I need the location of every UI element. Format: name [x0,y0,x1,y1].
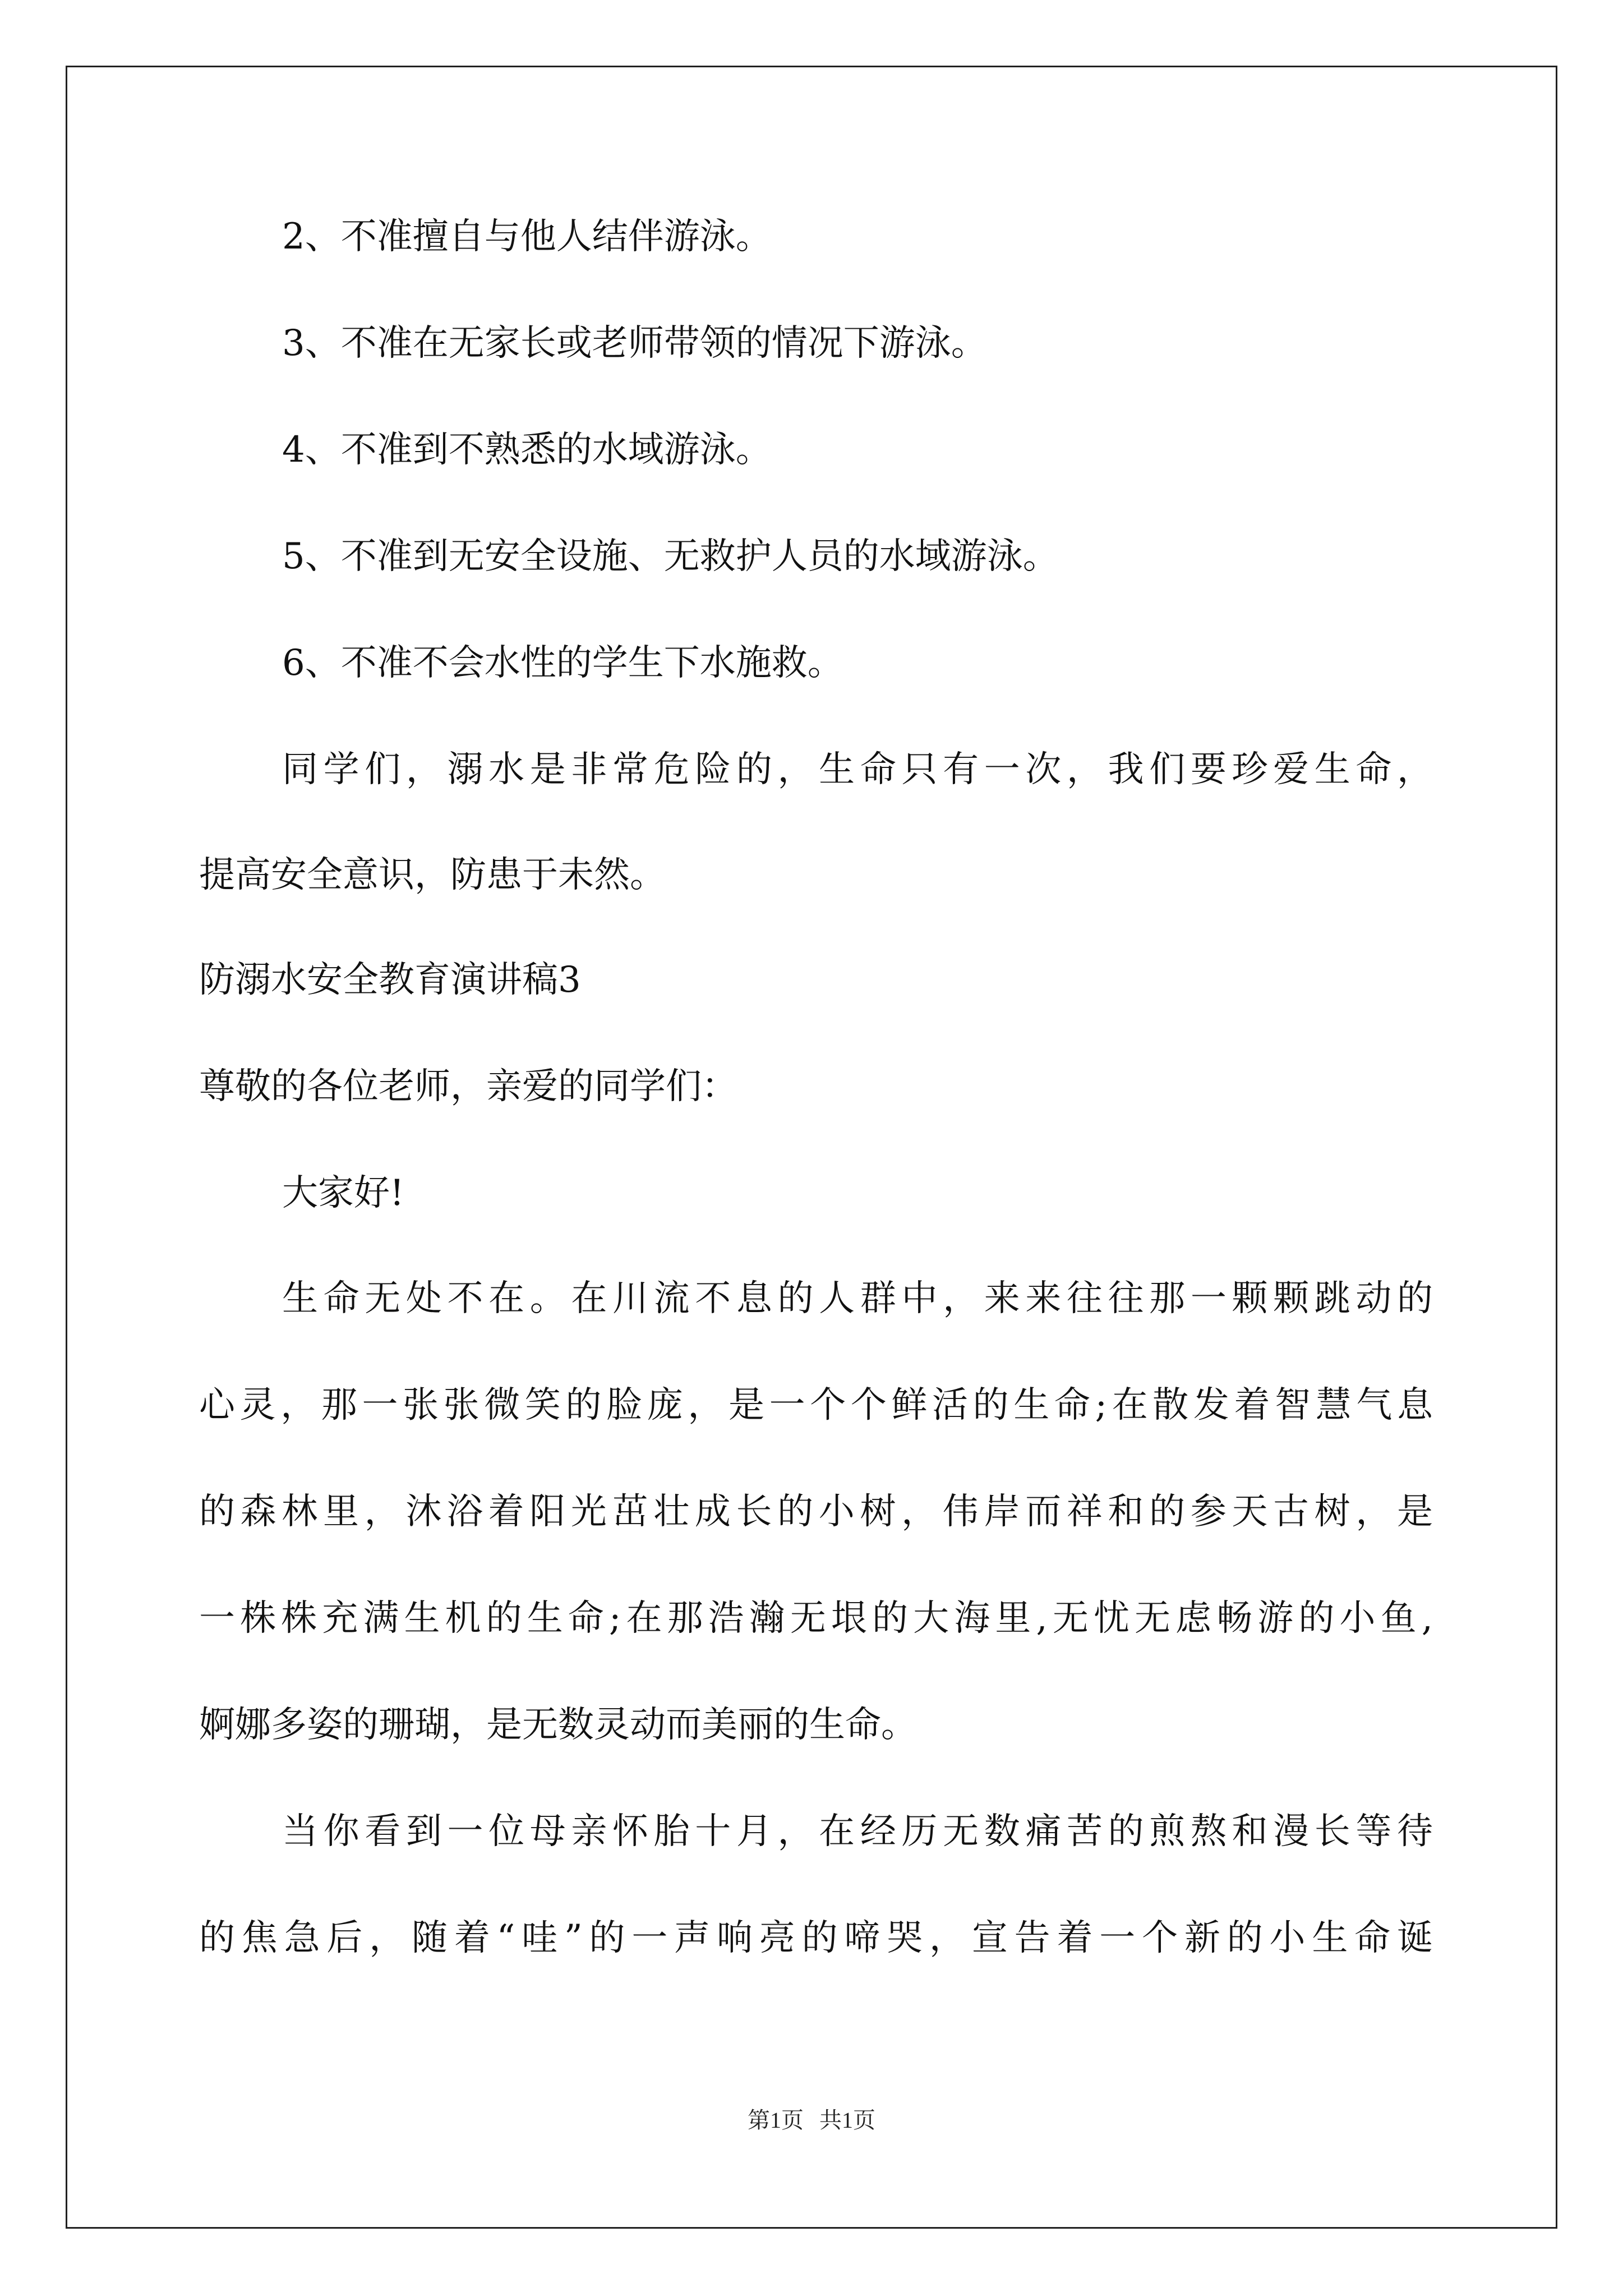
rule-item-4: 4、不准到不熟悉的水域游泳。 [282,429,772,471]
paragraph-1-line-1: 生命无处不在。在川流不息的人群中，来来往往那一颗颗跳动的 [282,1278,1433,1319]
greeting: 大家好! [282,1172,404,1214]
page-total: 共1页 [819,2108,875,2133]
page-number: 第1页 [748,2108,804,2133]
paragraph-1-line-5: 婀娜多姿的珊瑚，是无数灵动而美丽的生命。 [199,1704,917,1746]
paragraph-1-line-3: 的森林里，沐浴着阳光茁壮成长的小树，伟岸而祥和的参天古树，是 [199,1491,1433,1533]
rule-item-5: 5、不准到无安全设施、无救护人员的水域游泳。 [282,536,1059,577]
page-footer [0,2102,1623,2134]
paragraph-2-line-2: 的焦急后，随着“哇”的一声响亮的啼哭，宣告着一个新的小生命诞 [199,1917,1433,1959]
salutation: 尊敬的各位老师，亲爱的同学们： [199,1066,737,1107]
paragraph-1-line-2: 心灵，那一张张微笑的脸庞，是一个个鲜活的生命;在散发着智慧气息 [199,1384,1433,1426]
closing-paragraph-line-1: 同学们，溺水是非常危险的，生命只有一次，我们要珍爱生命， [282,749,1433,790]
rule-item-2: 2、不准擅自与他人结伴游泳。 [282,216,772,257]
rule-item-6: 6、不准不会水性的学生下水施救。 [282,642,843,684]
rule-item-3: 3、不准在无家长或老师带领的情况下游泳。 [282,323,987,364]
page-border [66,66,1557,2229]
paragraph-2-line-1: 当你看到一位母亲怀胎十月，在经历无数痛苦的煎熬和漫长等待 [282,1811,1433,1852]
closing-paragraph-line-2: 提高安全意识，防患于未然。 [199,854,666,896]
section-title: 防溺水安全教育演讲稿3 [199,959,581,1001]
paragraph-1-line-4: 一株株充满生机的生命;在那浩瀚无垠的大海里,无忧无虑畅游的小鱼, [199,1598,1433,1639]
